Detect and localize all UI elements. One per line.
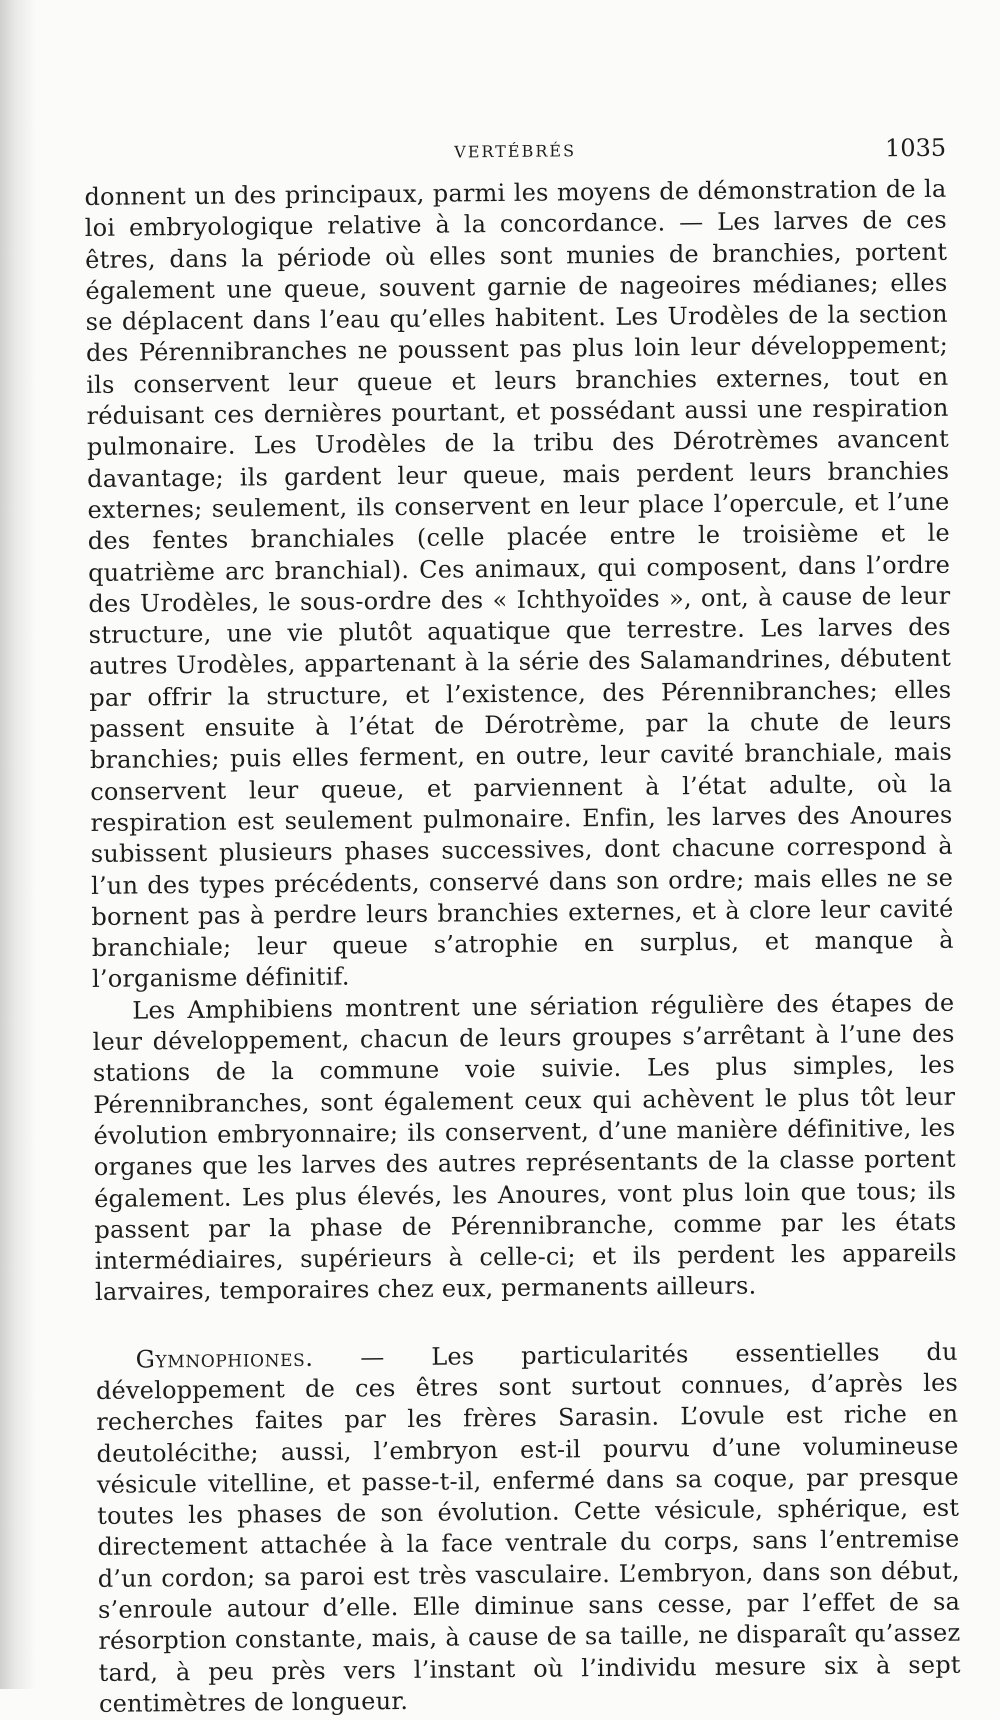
paragraph-1: donnent un des principaux, parmi les moyens de démonstration de la loi embryologique relative à la concordance. — Les larves de ces êtres, dans la période où elles sont munies de branchies, portent également une queue, souvent garnie de nageoires médianes; elles se déplacent dans l’eau qu’elles habitent. Les Urodèles de la section des Pérennibranches ne poussent pas plus loin leur développement; ils conservent leur queue et leurs branchies externes, tout en réduisant ces dernières pourtant, et possédant aussi une respiration pulmonaire. Les Urodèles de la tribu des Dérotrèmes avancent davantage; ils gardent leur queue, mais perdent leurs branchies externes; seulement, ils conservent en leur place l’opercule, et l’une des fentes branchiales (celle placée entre le troisième et le quatrième arc branchial). Ces animaux, qui composent, dans l’ordre des Urodèles, le sous-ordre des « Ichthyoïdes », ont, à cause de leur structure, une vie plutôt aquatique que terrestre. Les larves des autres Urodèles, appartenant à la série des Salamandrines, débutent par offrir la structure, et l’existence, des Pérennibranches; elles passent ensuite à l’état de Dérotrème, par la chute de leurs branchies; puis elles ferment, en outre, leur cavité branchiale, mais conservent leur queue, et parviennent à l’état adulte, où la respiration est seulement pulmonaire. Enfin, les larves des Anoures subissent plusieurs phases successives, dont chacune correspond à l’un des types précédents, conservé dans son ordre; mais elles ne se bornent pas à perdre leurs branchies externes, et à clore leur cavité branchiale; leur queue s’atrophie en surplus, et manque à l’organisme définitif. — [84, 174, 954, 994]
page-header — [84, 134, 946, 182]
section-gymnophiones — [96, 1336, 962, 1720]
running-title: VERTÉBRÉS — [454, 141, 577, 162]
page-gutter-shadow — [0, 0, 36, 1689]
section-heading: Gymnophiones. — [135, 1343, 314, 1374]
paragraph-2: Les Amphibiens montrent une sériation régulière des étapes de leur développement, chacun de leurs groupes s’arrêtant à l’une des stations de la commune voie suivie. Les plus simples, les Pérennibranches, sont également ceux qui achèvent le plus tôt leur évolution embryonnaire; ils conservent, d’une manière définitive, les organes que les larves des autres représentants de la classe portent également. Les plus élevés, les Anoures, vont plus loin que tous; ils passent par la phase de Pérennibranche, comme par les états intermédiaires, supérieurs à celle-ci; et ils perdent les appareils larvaires, temporaires chez eux, permanents ailleurs. — [92, 988, 957, 1307]
book-page — [84, 134, 961, 1720]
page-number: 1035 — [884, 133, 947, 163]
section-text: — Les particularités essentielles du développement de ces êtres sont surtout connues, d’après les recherches faites par les frères Sarasin. L’ovule est riche en deutolécithe; aussi, l’embryon est-il pourvu d’une volumineuse vésicule vitelline, et passe-t-il, enfermé dans sa coque, par presque toutes les phases de son évolution. Cette vésicule, sphérique, est directement attachée à la face ventrale du corps, sans l’entremise d’un cordon; sa paroi est très vasculaire. L’embryon, dans son début, s’enroule autour d’elle. Elle diminue sans cesse, par l’effet de sa résorption constante, mais, à cause de sa taille, ne disparaît qu’assez tard, à peu près vers l’instant où l’individu mesure six à sept centimètres de longueur. — [95, 1337, 961, 1718]
